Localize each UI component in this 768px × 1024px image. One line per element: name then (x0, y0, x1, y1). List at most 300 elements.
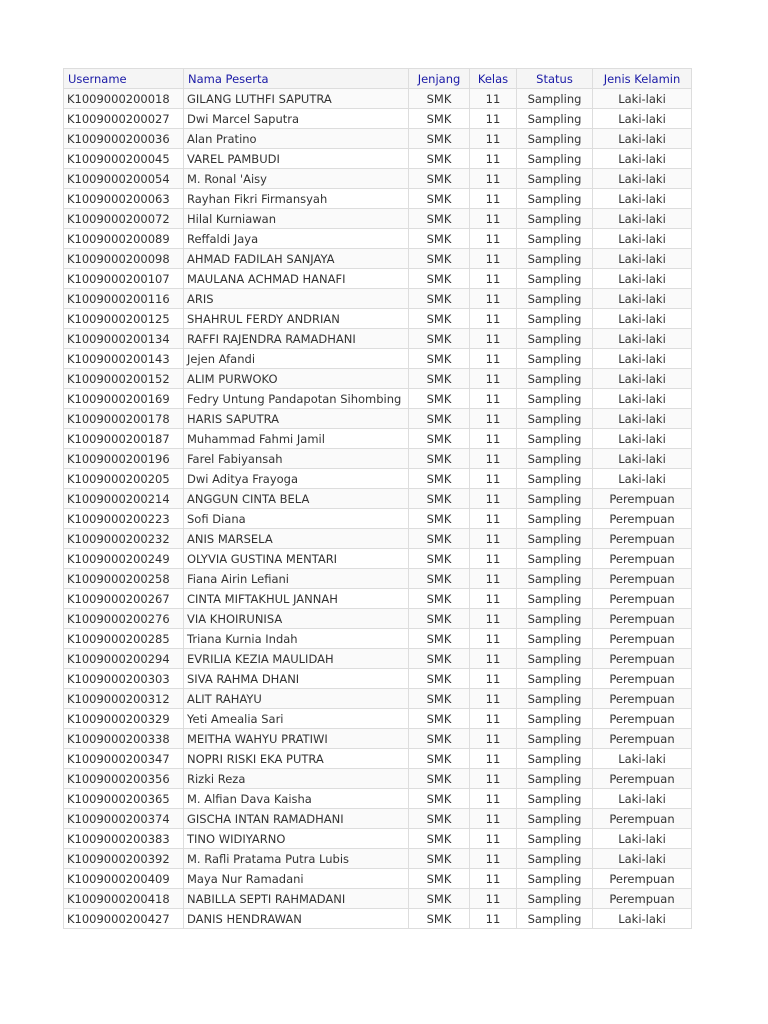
cell-nama-peserta: ALIM PURWOKO (184, 369, 409, 389)
cell-jenis-kelamin: Perempuan (593, 669, 692, 689)
cell-jenjang: SMK (409, 529, 470, 549)
cell-nama-peserta: Hilal Kurniawan (184, 209, 409, 229)
cell-username: K1009000200027 (64, 109, 184, 129)
cell-nama-peserta: MEITHA WAHYU PRATIWI (184, 729, 409, 749)
cell-jenis-kelamin: Perempuan (593, 629, 692, 649)
column-header-username[interactable]: Username (64, 69, 184, 89)
cell-jenis-kelamin: Laki-laki (593, 829, 692, 849)
cell-username: K1009000200374 (64, 809, 184, 829)
cell-jenjang: SMK (409, 369, 470, 389)
table-row (64, 809, 692, 829)
table-row (64, 129, 692, 149)
cell-nama-peserta: Alan Pratino (184, 129, 409, 149)
cell-jenjang: SMK (409, 609, 470, 629)
cell-nama-peserta: Jejen Afandi (184, 349, 409, 369)
cell-status: Sampling (517, 849, 593, 869)
cell-username: K1009000200258 (64, 569, 184, 589)
cell-jenis-kelamin: Perempuan (593, 709, 692, 729)
cell-jenjang: SMK (409, 249, 470, 269)
cell-username: K1009000200196 (64, 449, 184, 469)
cell-kelas: 11 (470, 789, 517, 809)
cell-username: K1009000200169 (64, 389, 184, 409)
cell-jenjang: SMK (409, 709, 470, 729)
cell-username: K1009000200214 (64, 489, 184, 509)
cell-kelas: 11 (470, 529, 517, 549)
table-row (64, 449, 692, 469)
participant-table (63, 68, 692, 929)
cell-jenis-kelamin: Perempuan (593, 609, 692, 629)
cell-status: Sampling (517, 489, 593, 509)
cell-jenjang: SMK (409, 129, 470, 149)
cell-jenjang: SMK (409, 409, 470, 429)
table-row (64, 409, 692, 429)
table-row (64, 489, 692, 509)
cell-jenis-kelamin: Laki-laki (593, 249, 692, 269)
cell-jenis-kelamin: Laki-laki (593, 369, 692, 389)
cell-status: Sampling (517, 249, 593, 269)
cell-jenis-kelamin: Laki-laki (593, 449, 692, 469)
cell-status: Sampling (517, 129, 593, 149)
cell-jenis-kelamin: Laki-laki (593, 849, 692, 869)
cell-nama-peserta: ANGGUN CINTA BELA (184, 489, 409, 509)
cell-status: Sampling (517, 509, 593, 529)
cell-jenjang: SMK (409, 549, 470, 569)
cell-jenjang: SMK (409, 869, 470, 889)
cell-jenis-kelamin: Laki-laki (593, 149, 692, 169)
cell-kelas: 11 (470, 849, 517, 869)
cell-nama-peserta: GILANG LUTHFI SAPUTRA (184, 89, 409, 109)
cell-jenis-kelamin: Laki-laki (593, 389, 692, 409)
cell-nama-peserta: OLYVIA GUSTINA MENTARI (184, 549, 409, 569)
cell-jenjang: SMK (409, 669, 470, 689)
cell-kelas: 11 (470, 389, 517, 409)
cell-username: K1009000200356 (64, 769, 184, 789)
table-row (64, 749, 692, 769)
cell-jenis-kelamin: Perempuan (593, 809, 692, 829)
cell-status: Sampling (517, 109, 593, 129)
cell-jenjang: SMK (409, 569, 470, 589)
cell-username: K1009000200249 (64, 549, 184, 569)
table-header-row (64, 69, 692, 89)
cell-jenis-kelamin: Laki-laki (593, 109, 692, 129)
table-row (64, 709, 692, 729)
cell-kelas: 11 (470, 829, 517, 849)
cell-kelas: 11 (470, 589, 517, 609)
cell-jenis-kelamin: Laki-laki (593, 189, 692, 209)
cell-jenjang: SMK (409, 289, 470, 309)
table-row (64, 789, 692, 809)
cell-nama-peserta: Muhammad Fahmi Jamil (184, 429, 409, 449)
cell-jenis-kelamin: Perempuan (593, 729, 692, 749)
cell-kelas: 11 (470, 629, 517, 649)
cell-jenjang: SMK (409, 849, 470, 869)
cell-username: K1009000200312 (64, 689, 184, 709)
table-row (64, 189, 692, 209)
cell-jenjang: SMK (409, 829, 470, 849)
cell-status: Sampling (517, 689, 593, 709)
cell-jenis-kelamin: Perempuan (593, 549, 692, 569)
cell-username: K1009000200054 (64, 169, 184, 189)
table-row (64, 909, 692, 929)
table-row (64, 609, 692, 629)
cell-jenis-kelamin: Laki-laki (593, 169, 692, 189)
cell-jenjang: SMK (409, 389, 470, 409)
cell-jenis-kelamin: Laki-laki (593, 749, 692, 769)
table-row (64, 669, 692, 689)
table-row (64, 529, 692, 549)
cell-kelas: 11 (470, 229, 517, 249)
cell-status: Sampling (517, 729, 593, 749)
cell-jenjang: SMK (409, 269, 470, 289)
cell-status: Sampling (517, 89, 593, 109)
cell-jenjang: SMK (409, 769, 470, 789)
cell-kelas: 11 (470, 169, 517, 189)
cell-nama-peserta: Sofi Diana (184, 509, 409, 529)
cell-jenis-kelamin: Perempuan (593, 769, 692, 789)
cell-username: K1009000200338 (64, 729, 184, 749)
cell-kelas: 11 (470, 809, 517, 829)
table-row (64, 729, 692, 749)
table-row (64, 629, 692, 649)
cell-kelas: 11 (470, 149, 517, 169)
table-row (64, 89, 692, 109)
cell-status: Sampling (517, 169, 593, 189)
table-row (64, 689, 692, 709)
cell-username: K1009000200427 (64, 909, 184, 929)
cell-nama-peserta: SHAHRUL FERDY ANDRIAN (184, 309, 409, 329)
cell-status: Sampling (517, 649, 593, 669)
cell-jenis-kelamin: Perempuan (593, 869, 692, 889)
cell-jenis-kelamin: Laki-laki (593, 409, 692, 429)
cell-nama-peserta: Rizki Reza (184, 769, 409, 789)
cell-jenis-kelamin: Perempuan (593, 509, 692, 529)
cell-username: K1009000200178 (64, 409, 184, 429)
column-header-nama-peserta[interactable]: Nama Peserta (184, 69, 409, 89)
cell-kelas: 11 (470, 209, 517, 229)
cell-jenjang: SMK (409, 229, 470, 249)
cell-username: K1009000200107 (64, 269, 184, 289)
table-row (64, 249, 692, 269)
cell-status: Sampling (517, 549, 593, 569)
cell-jenis-kelamin: Laki-laki (593, 909, 692, 929)
cell-username: K1009000200267 (64, 589, 184, 609)
cell-status: Sampling (517, 289, 593, 309)
cell-jenjang: SMK (409, 329, 470, 349)
cell-nama-peserta: TINO WIDIYARNO (184, 829, 409, 849)
cell-nama-peserta: NABILLA SEPTI RAHMADANI (184, 889, 409, 909)
column-header-status[interactable]: Status (517, 69, 593, 89)
cell-jenjang: SMK (409, 749, 470, 769)
cell-nama-peserta: VIA KHOIRUNISA (184, 609, 409, 629)
cell-kelas: 11 (470, 369, 517, 389)
cell-status: Sampling (517, 429, 593, 449)
cell-username: K1009000200134 (64, 329, 184, 349)
cell-kelas: 11 (470, 869, 517, 889)
cell-status: Sampling (517, 469, 593, 489)
cell-jenis-kelamin: Perempuan (593, 489, 692, 509)
cell-jenis-kelamin: Perempuan (593, 649, 692, 669)
table-row (64, 429, 692, 449)
cell-nama-peserta: EVRILIA KEZIA MAULIDAH (184, 649, 409, 669)
cell-username: K1009000200063 (64, 189, 184, 209)
cell-username: K1009000200018 (64, 89, 184, 109)
cell-nama-peserta: Reffaldi Jaya (184, 229, 409, 249)
cell-nama-peserta: VAREL PAMBUDI (184, 149, 409, 169)
cell-status: Sampling (517, 369, 593, 389)
table-row (64, 149, 692, 169)
cell-kelas: 11 (470, 609, 517, 629)
cell-status: Sampling (517, 589, 593, 609)
table-row (64, 829, 692, 849)
table-row (64, 109, 692, 129)
table-row (64, 229, 692, 249)
cell-jenjang: SMK (409, 349, 470, 369)
cell-kelas: 11 (470, 689, 517, 709)
cell-status: Sampling (517, 769, 593, 789)
cell-nama-peserta: Yeti Amealia Sari (184, 709, 409, 729)
cell-kelas: 11 (470, 89, 517, 109)
cell-username: K1009000200303 (64, 669, 184, 689)
table-row (64, 649, 692, 669)
cell-status: Sampling (517, 529, 593, 549)
cell-jenis-kelamin: Laki-laki (593, 269, 692, 289)
table-row (64, 289, 692, 309)
cell-nama-peserta: M. Ronal 'Aisy (184, 169, 409, 189)
table-row (64, 469, 692, 489)
cell-status: Sampling (517, 869, 593, 889)
cell-kelas: 11 (470, 749, 517, 769)
cell-status: Sampling (517, 309, 593, 329)
cell-status: Sampling (517, 749, 593, 769)
cell-nama-peserta: CINTA MIFTAKHUL JANNAH (184, 589, 409, 609)
cell-kelas: 11 (470, 409, 517, 429)
cell-nama-peserta: NOPRI RISKI EKA PUTRA (184, 749, 409, 769)
cell-kelas: 11 (470, 309, 517, 329)
cell-kelas: 11 (470, 349, 517, 369)
cell-kelas: 11 (470, 649, 517, 669)
cell-jenjang: SMK (409, 729, 470, 749)
cell-nama-peserta: DANIS HENDRAWAN (184, 909, 409, 929)
cell-status: Sampling (517, 189, 593, 209)
cell-kelas: 11 (470, 569, 517, 589)
table-row (64, 349, 692, 369)
cell-username: K1009000200232 (64, 529, 184, 549)
cell-jenis-kelamin: Perempuan (593, 589, 692, 609)
table-row (64, 309, 692, 329)
table-row (64, 169, 692, 189)
cell-status: Sampling (517, 229, 593, 249)
cell-username: K1009000200143 (64, 349, 184, 369)
cell-nama-peserta: M. Alfian Dava Kaisha (184, 789, 409, 809)
column-header-kelas[interactable]: Kelas (470, 69, 517, 89)
cell-nama-peserta: MAULANA ACHMAD HANAFI (184, 269, 409, 289)
cell-kelas: 11 (470, 769, 517, 789)
cell-jenis-kelamin: Laki-laki (593, 209, 692, 229)
cell-jenjang: SMK (409, 629, 470, 649)
cell-kelas: 11 (470, 469, 517, 489)
cell-username: K1009000200285 (64, 629, 184, 649)
cell-jenjang: SMK (409, 209, 470, 229)
cell-jenis-kelamin: Laki-laki (593, 229, 692, 249)
cell-status: Sampling (517, 889, 593, 909)
cell-jenjang: SMK (409, 449, 470, 469)
cell-jenis-kelamin: Perempuan (593, 569, 692, 589)
cell-username: K1009000200409 (64, 869, 184, 889)
cell-jenis-kelamin: Perempuan (593, 889, 692, 909)
table-row (64, 329, 692, 349)
cell-kelas: 11 (470, 709, 517, 729)
cell-username: K1009000200205 (64, 469, 184, 489)
cell-status: Sampling (517, 209, 593, 229)
cell-nama-peserta: Dwi Marcel Saputra (184, 109, 409, 129)
cell-kelas: 11 (470, 909, 517, 929)
cell-jenjang: SMK (409, 189, 470, 209)
cell-kelas: 11 (470, 889, 517, 909)
cell-username: K1009000200294 (64, 649, 184, 669)
cell-nama-peserta: HARIS SAPUTRA (184, 409, 409, 429)
cell-status: Sampling (517, 329, 593, 349)
cell-jenis-kelamin: Laki-laki (593, 129, 692, 149)
cell-username: K1009000200098 (64, 249, 184, 269)
cell-nama-peserta: ARIS (184, 289, 409, 309)
cell-nama-peserta: M. Rafli Pratama Putra Lubis (184, 849, 409, 869)
cell-status: Sampling (517, 409, 593, 429)
cell-username: K1009000200392 (64, 849, 184, 869)
cell-nama-peserta: RAFFI RAJENDRA RAMADHANI (184, 329, 409, 349)
cell-username: K1009000200089 (64, 229, 184, 249)
cell-jenjang: SMK (409, 309, 470, 329)
cell-nama-peserta: Fedry Untung Pandapotan Sihombing (184, 389, 409, 409)
table-row (64, 769, 692, 789)
cell-jenjang: SMK (409, 429, 470, 449)
cell-status: Sampling (517, 909, 593, 929)
cell-kelas: 11 (470, 429, 517, 449)
cell-kelas: 11 (470, 509, 517, 529)
cell-jenis-kelamin: Laki-laki (593, 289, 692, 309)
cell-jenjang: SMK (409, 809, 470, 829)
cell-status: Sampling (517, 709, 593, 729)
cell-kelas: 11 (470, 249, 517, 269)
cell-jenis-kelamin: Laki-laki (593, 789, 692, 809)
cell-username: K1009000200347 (64, 749, 184, 769)
cell-status: Sampling (517, 829, 593, 849)
cell-username: K1009000200329 (64, 709, 184, 729)
cell-jenis-kelamin: Laki-laki (593, 429, 692, 449)
cell-status: Sampling (517, 449, 593, 469)
cell-jenjang: SMK (409, 789, 470, 809)
table-row (64, 889, 692, 909)
cell-jenjang: SMK (409, 169, 470, 189)
cell-jenis-kelamin: Perempuan (593, 689, 692, 709)
cell-jenis-kelamin: Laki-laki (593, 469, 692, 489)
cell-kelas: 11 (470, 189, 517, 209)
cell-status: Sampling (517, 269, 593, 289)
table-row (64, 549, 692, 569)
cell-username: K1009000200125 (64, 309, 184, 329)
cell-username: K1009000200418 (64, 889, 184, 909)
table-row (64, 269, 692, 289)
cell-jenis-kelamin: Laki-laki (593, 309, 692, 329)
cell-kelas: 11 (470, 109, 517, 129)
cell-username: K1009000200383 (64, 829, 184, 849)
cell-username: K1009000200152 (64, 369, 184, 389)
cell-nama-peserta: Farel Fabiyansah (184, 449, 409, 469)
column-header-jenjang[interactable]: Jenjang (409, 69, 470, 89)
cell-username: K1009000200116 (64, 289, 184, 309)
cell-jenis-kelamin: Perempuan (593, 529, 692, 549)
cell-kelas: 11 (470, 549, 517, 569)
cell-nama-peserta: AHMAD FADILAH SANJAYA (184, 249, 409, 269)
cell-status: Sampling (517, 669, 593, 689)
table-row (64, 209, 692, 229)
cell-status: Sampling (517, 149, 593, 169)
table-row (64, 509, 692, 529)
cell-jenis-kelamin: Laki-laki (593, 89, 692, 109)
cell-nama-peserta: GISCHA INTAN RAMADHANI (184, 809, 409, 829)
cell-nama-peserta: Fiana Airin Lefiani (184, 569, 409, 589)
cell-jenis-kelamin: Laki-laki (593, 349, 692, 369)
cell-kelas: 11 (470, 489, 517, 509)
table-row (64, 369, 692, 389)
table-row (64, 869, 692, 889)
cell-username: K1009000200072 (64, 209, 184, 229)
table-row (64, 569, 692, 589)
cell-kelas: 11 (470, 289, 517, 309)
cell-username: K1009000200365 (64, 789, 184, 809)
cell-jenjang: SMK (409, 469, 470, 489)
cell-username: K1009000200276 (64, 609, 184, 629)
table-body (64, 89, 692, 929)
cell-jenjang: SMK (409, 689, 470, 709)
cell-kelas: 11 (470, 449, 517, 469)
cell-nama-peserta: Maya Nur Ramadani (184, 869, 409, 889)
cell-username: K1009000200223 (64, 509, 184, 529)
cell-jenjang: SMK (409, 509, 470, 529)
cell-username: K1009000200187 (64, 429, 184, 449)
cell-username: K1009000200036 (64, 129, 184, 149)
cell-kelas: 11 (470, 269, 517, 289)
table-row (64, 849, 692, 869)
cell-nama-peserta: SIVA RAHMA DHANI (184, 669, 409, 689)
cell-status: Sampling (517, 789, 593, 809)
cell-jenjang: SMK (409, 889, 470, 909)
cell-nama-peserta: ALIT RAHAYU (184, 689, 409, 709)
cell-jenjang: SMK (409, 909, 470, 929)
cell-kelas: 11 (470, 129, 517, 149)
cell-status: Sampling (517, 609, 593, 629)
cell-jenjang: SMK (409, 89, 470, 109)
table-row (64, 589, 692, 609)
table-row (64, 389, 692, 409)
column-header-jenis-kelamin[interactable]: Jenis Kelamin (593, 69, 692, 89)
cell-status: Sampling (517, 569, 593, 589)
cell-status: Sampling (517, 809, 593, 829)
cell-jenjang: SMK (409, 489, 470, 509)
cell-nama-peserta: Dwi Aditya Frayoga (184, 469, 409, 489)
cell-status: Sampling (517, 349, 593, 369)
cell-kelas: 11 (470, 729, 517, 749)
cell-jenjang: SMK (409, 149, 470, 169)
cell-kelas: 11 (470, 329, 517, 349)
cell-jenjang: SMK (409, 649, 470, 669)
cell-jenjang: SMK (409, 109, 470, 129)
cell-kelas: 11 (470, 669, 517, 689)
cell-nama-peserta: Triana Kurnia Indah (184, 629, 409, 649)
cell-username: K1009000200045 (64, 149, 184, 169)
cell-status: Sampling (517, 629, 593, 649)
cell-jenjang: SMK (409, 589, 470, 609)
cell-jenis-kelamin: Laki-laki (593, 329, 692, 349)
